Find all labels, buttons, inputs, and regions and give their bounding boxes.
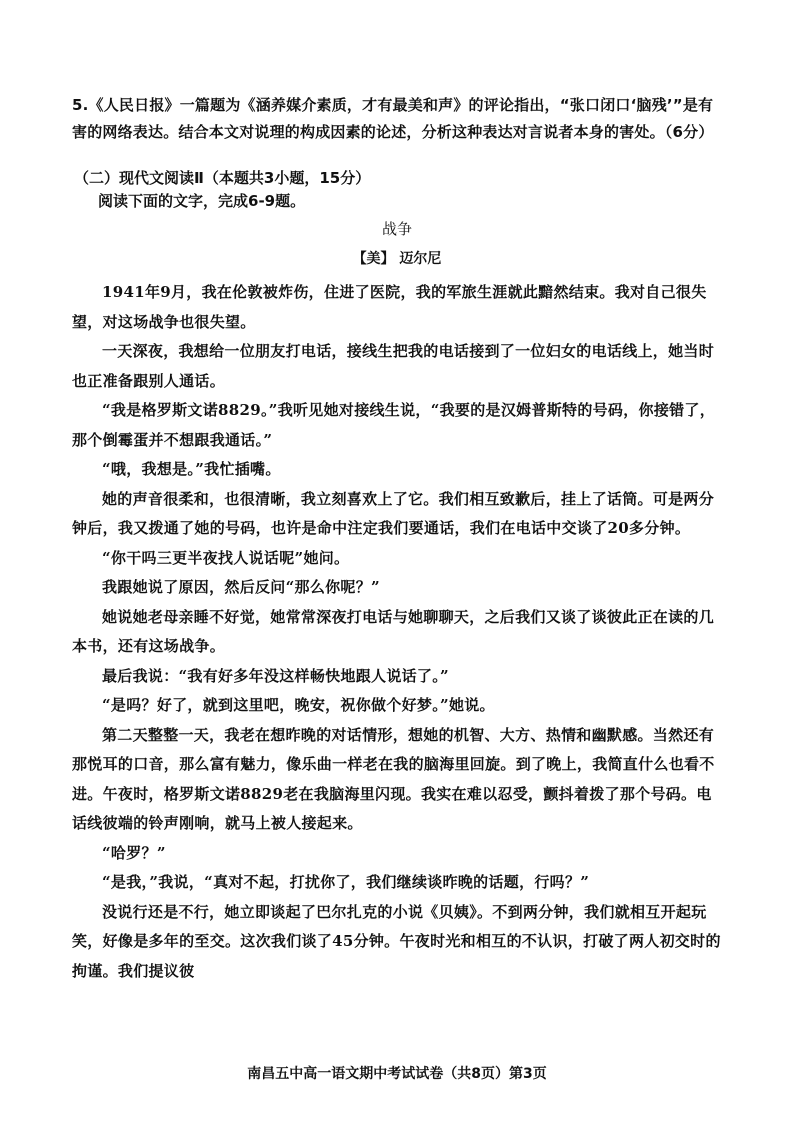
story-body bbox=[72, 278, 722, 986]
story-paragraph: “我是格罗斯文诺8829。”我听见她对接线生说，“我要的是汉姆普斯特的号码，你接错了，那个倒霉蛋并不想跟我通话。” bbox=[72, 401, 716, 449]
story-paragraph: “你干吗三更半夜找人说话呢”她问。 bbox=[102, 548, 350, 567]
story-paragraph: 一天深夜，我想给一位朋友打电话，接线生把我的电话接到了一位妇女的电话线上，她当时也正准备跟别人通话。 bbox=[72, 342, 715, 390]
story-paragraph: 1941年9月，我在伦敦被炸伤，住进了医院，我的军旅生涯就此黯然结束。我对自己很失望，对这场战争也很失望。 bbox=[72, 283, 707, 331]
story-paragraph: “哈罗？” bbox=[102, 843, 166, 862]
question-5: 5.《人民日报》一篇题为《涵养媒介素质，才有最美和声》的评论指出，“张口闭口‘脑残’”是有害的网络表达。结合本文对说理的构成因素的论述，分析这种表达对言说者本身的害处。（6分） bbox=[72, 96, 714, 141]
story-paragraph: 没说行还是不行，她立即谈起了巴尔扎克的小说《贝姨》。不到两分钟，我们就相互开起玩笑，好像是多年的至交。这次我们谈了45分钟。午夜时光和相互的不认识，打破了两人初交时的拘谨。我们提议彼 bbox=[72, 902, 721, 980]
story-paragraph: 第二天整整一天，我老在想昨晚的对话情形，想她的机智、大方、热情和幽默感。当然还有那悦耳的口音，那么富有魅力，像乐曲一样老在我的脑海里回旋。到了晚上，我简直什么也看不进。午夜时，格罗斯文诺8829老在我脑海里闪现。我实在难以忍受，颤抖着拨了那个号码。电话线彼端的铃声刚响，就马上被人接起来。 bbox=[72, 725, 715, 832]
page-footer: 南昌五中高一语文期中考试试卷（共8页）第3页 bbox=[247, 1066, 547, 1082]
story-paragraph: “是我，”我说，“真对不起，打扰你了，我们继续谈昨晚的话题，行吗？” bbox=[102, 873, 590, 891]
story-paragraph: 她的声音很柔和，也很清晰，我立刻喜欢上了它。我们相互致歉后，挂上了话筒。可是两分钟后，我又拨通了她的号码，也许是命中注定我们要通话，我们在电话中交谈了20多分钟。 bbox=[72, 489, 715, 537]
section-title: （二）现代文阅读Ⅱ（本题共3小题，15分） bbox=[74, 169, 371, 187]
story-paragraph: 最后我说：“我有好多年没这样畅快地跟人说话了。” bbox=[102, 666, 449, 685]
story-title: 战争 bbox=[381, 220, 412, 238]
story-author: 【美】 迈尔尼 bbox=[352, 251, 442, 267]
story-paragraph: 她说她老母亲睡不好觉，她常常深夜打电话与她聊聊天，之后我们又谈了谈彼此正在读的几本书，还有这场战争。 bbox=[72, 607, 715, 655]
story-paragraph: 我跟她说了原因，然后反问“那么你呢？” bbox=[102, 578, 380, 596]
section-instruction: 阅读下面的文字，完成6-9题。 bbox=[98, 192, 306, 210]
story-paragraph: “哦，我想是。”我忙插嘴。 bbox=[102, 460, 281, 478]
story-paragraph: “是吗？好了，就到这里吧，晚安，祝你做个好梦。”她说。 bbox=[102, 696, 495, 714]
